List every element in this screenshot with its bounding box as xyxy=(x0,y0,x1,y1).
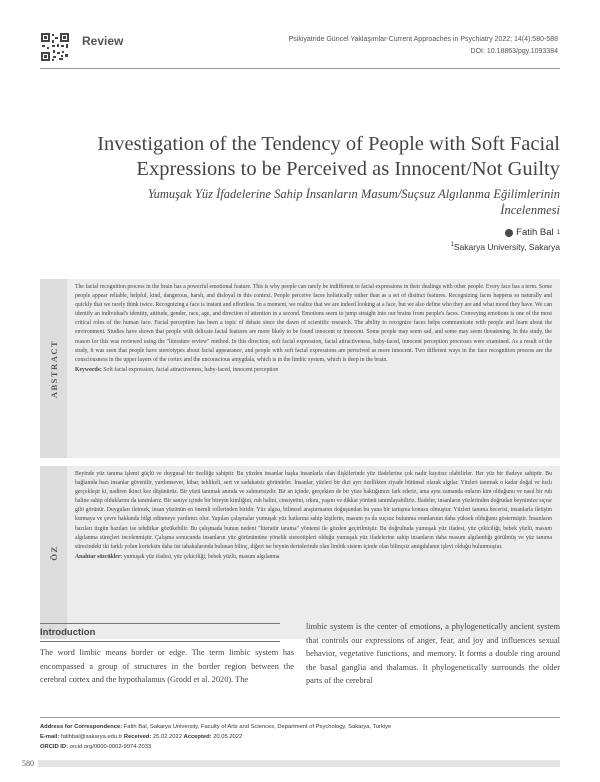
title-line-1: Investigation of the Tendency of People with Soft Facial xyxy=(97,133,560,155)
oz-keywords xyxy=(75,553,552,562)
oz-text: Beyinde yüz tanıma işlemi güçlü ve duygusal bir özelliğe sahiptir. Bu yüzden insanlar başka insanlarla olan ilişkilerinde yüz ifadelerine çok nadir kayıtsız olabilirler. Her yüz bir ifadeye sahiptir. Bu bağlamda bazı insanlar güvenilir, yardımsever, kibar, tehlikeli, sert ve sadakatsiz görünürler. İnsanlar, yüzleri bir dizi ayrı özellikten ziyade bütünsel olarak algılar. Yüzleri tanımak o kadar doğal ve hızlı gerçekleşir ki, nadiren ikinci kez düşünürüz. Bir yüzü tanımak anında ve zahmetsizdir. Bir an içinde, gerçekten de bir yüze baktığımızı fark ederiz, ama aynı zamanda onların kim olduğunu ve nasıl bir ruh haline sahip olduklarını da tanımlarız. Bir saniye içinde bir bireyin kimliğini, ruh halini, cinsiyetini, ırkını, yaşını ve dikkat yönünü tanımlayabiliriz. İfadeler, insanların yüzlerinden doğrudan beynimize sıçrar gibi görünür. Duyguları iletmek, insan yüzünün en önemli rollerinden biridir. Yüz algısı, bilimsel araştırmanın doğuşundan bu yana bir tartışma konusu olmuştur. Yüzleri tanıma becerisi, insanlarla iletişim kurmaya ve çevre hakkında bilgi edinmeye yardımcı olur. Yapılan çalışmalar yumuşak yüz hatlarına sahip kişilerin, masum ya da suçsuz bulunma oranlarının daha yüksek olduğunu göstermiştir. İnsanların bazıları üzgün bazıları ise tehditkar gözükebilir. Bu çalışmada bunun nedeni "literatür tarama" yöntemi ile gözden geçirilmiştir. Bu doğrultuda yumuşak yüz ifadesi, yüz çekiciliği, bebek yüzlü, masum algılanma süreçleri incelenmiştir. Çalışma sonucunda insanların yüz görünümüne yönelik stereotipleri olduğu yumuşak yüz ifadelerine sahip insanların daha masum algılandığı görülmüş ve yüz tanıma sürecindeki iki farklı yolun korteksin daha üst tabakalarında bulunan bilinç, diğeri ise beynin derinlerinde olan limbik sistem içinde olan bilinçsiz amigdalanın işlevi olduğu bulunmuştur. xyxy=(75,471,552,550)
accepted-label: Accepted: xyxy=(183,734,212,740)
abstract-keywords xyxy=(75,366,552,375)
doi-line[interactable]: DOI: 10.18863/pgy.1093384 xyxy=(470,48,558,55)
header-divider xyxy=(40,68,560,69)
subtitle-line-1: Yumuşak Yüz İfadelerine Sahip İnsanların Masum/Suçsuz Algılanma Eğilimlerinin xyxy=(147,187,560,201)
oz-box xyxy=(40,466,560,639)
introduction-heading: Introduction xyxy=(40,627,96,638)
author-line xyxy=(505,227,560,238)
intro-bottom-rule xyxy=(40,641,280,642)
body-right-column: limbic system is the center of emotions, a phylogenetically ancient system that controls our expressions of anger, fear, and joy and influences sexual behavior, vegetative functions, and memory. It forms a double ring around the basal ganglia and thalamus. It phylogenetically surrounds the older parts of the cerebral xyxy=(306,622,560,686)
address-line xyxy=(40,722,560,732)
oz-side-column xyxy=(40,466,67,639)
address-label: Address for Correspondence: xyxy=(40,724,123,730)
abstract-box xyxy=(40,279,560,458)
journal-line: Psikiyatride Güncel Yaklaşımlar-Current Approaches in Psychiatry 2022; 14(4):580-588 xyxy=(288,36,558,43)
author-name: Fatih Bal xyxy=(516,227,554,238)
email-label: E-mail: xyxy=(40,734,60,740)
section-label: Review xyxy=(82,34,124,48)
anahtar-label: Anahtar sözcükler: xyxy=(75,553,123,560)
address-text: Fatih Bal, Sakarya University, Faculty of Arts and Sciences, Department of Psychology, Sakarya, Turkiye xyxy=(123,724,392,730)
anahtar-text: yumuşak yüz ifadesi, yüz çekiciliği, bebek yüzlü, masum algılanma xyxy=(123,553,280,560)
received-label: Received: xyxy=(123,734,152,740)
article-title xyxy=(40,132,560,182)
abstract-side-column xyxy=(40,279,67,458)
orcid-icon[interactable] xyxy=(505,229,513,237)
subtitle-line-2: İncelenmesi xyxy=(500,203,560,217)
oz-label: ÖZ xyxy=(48,544,59,561)
orcid-link[interactable]: orcid.org/0000-0002-9974-2033 xyxy=(69,744,152,750)
qr-code xyxy=(40,32,70,62)
abstract-text: The facial recognition process in the brain has a powerful emotional feature. This is why people can rarely be indifferent to facial expressions in their dealings with other people. Every face has a term. Some people appear reliable, helpful, kind, dangerous, harsh, and disloyal in this context. People perceive faces holistically rather than as a set of distinct features. Recognizing faces happens so naturally and quickly that we rarely think twice. Recognizing a face is instant and effortless. In a moment, we realize that we are indeed looking at a face, but we also define who they are and what mood they have. We can identify an individual's identity, attitude, gender, race, age, and direction of attention in a second. Emotions seem to jump straight into our brains from people's faces. Conveying emotions is one of the most critical roles of the human face. Facial perception has been a topic of debate since the dawn of scientific research. The ability to recognize faces helps communicate with people and learn about the environment. Studies have shown that people with delicate facial features are more likely to be found innocent or innocent. Some people may seem sad, and some may seem threatening. In this study, the reason for this was reviewed using the "literature review" method. In this direction, soft facial expression, facial attractiveness, baby-faced, innocent perception processes were examined. As a result of the study, it was seen that people have stereotypes about facial appearance, and people with soft facial expressions are perceived as more innocent. Two different ways in the face recognition process are the consciousness in the upper layers of the cortex and the unconscious amygdala, which is in the limbic system, which is deep in the brain. xyxy=(75,284,552,363)
abstract-label: ABSTRACT xyxy=(48,339,59,398)
abstract-body xyxy=(75,283,552,375)
page-number: 580 xyxy=(22,759,34,768)
footer-divider xyxy=(40,717,560,718)
title-line-2: Expressions to be Perceived as Innocent/Not Guilty xyxy=(136,158,560,180)
affiliation-sup: 1 xyxy=(450,242,454,249)
received-date: 25.02.2022 xyxy=(152,734,182,740)
keywords-text: Soft facial expression, facial attractiveness, baby-faced, innocent perception xyxy=(103,366,279,373)
affiliation-text: Sakarya University, Sakarya xyxy=(453,242,560,252)
affiliation xyxy=(451,242,560,252)
author-sup: 1 xyxy=(556,229,560,236)
email-link[interactable]: fatihbal@sakarya.edu.tr xyxy=(60,734,123,740)
accepted-date: 20.05.2022 xyxy=(213,734,243,740)
email-dates-line xyxy=(40,732,560,742)
orcid-label: ORCID ID: xyxy=(40,744,69,750)
article-subtitle xyxy=(40,186,560,218)
page-footer-bar xyxy=(38,760,560,767)
intro-top-rule xyxy=(40,623,280,624)
orcid-line xyxy=(40,742,560,752)
oz-body xyxy=(75,470,552,562)
journal-citation xyxy=(289,34,558,58)
body-left-column: The word limbic means border or edge. The term limbic system has encompassed a group of structures in the border region between the cerebral cortex and the hypothalamus (Grodd et al. 2020). The xyxy=(40,648,294,685)
keywords-label: Keywords: xyxy=(75,366,102,373)
correspondence-footer xyxy=(40,722,560,752)
